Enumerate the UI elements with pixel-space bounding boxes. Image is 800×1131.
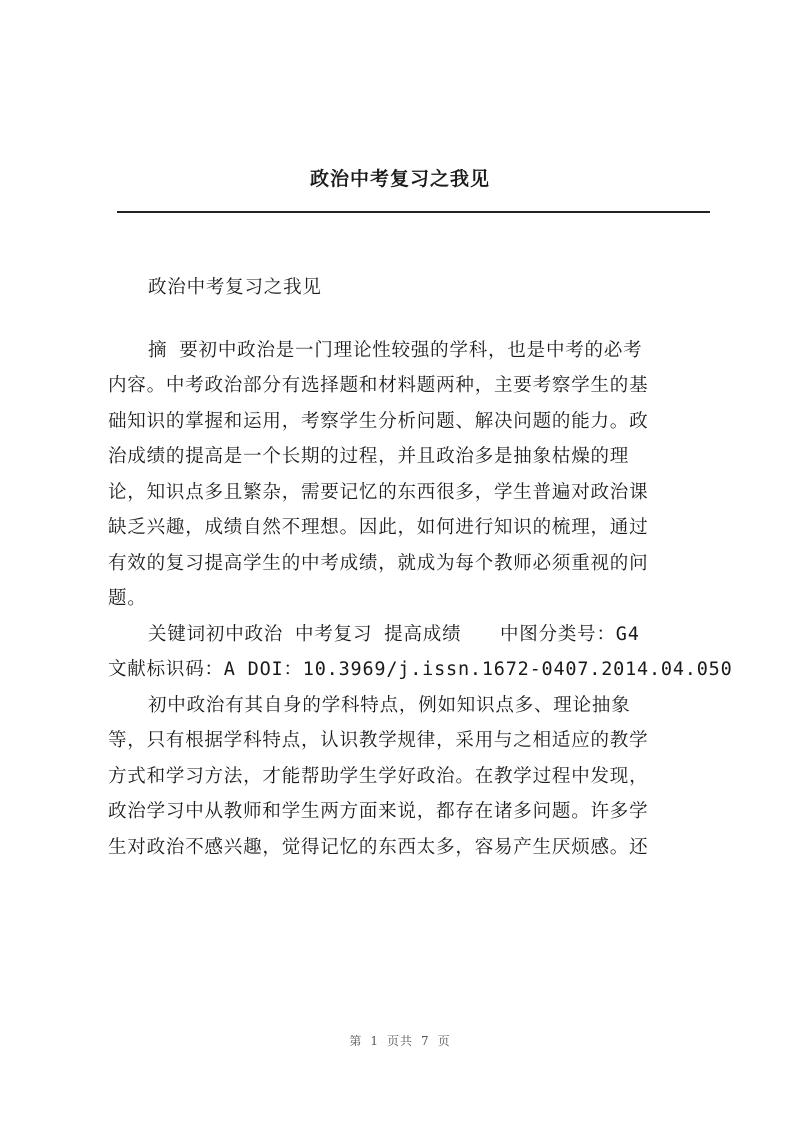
footer-ye: 页 <box>437 1034 451 1048</box>
abstract-line: 题。 <box>108 588 147 609</box>
article-title: 政治中考复习之我见 <box>148 277 322 298</box>
body-line: 初中政治有其自身的学科特点，例如知识点多、理论抽象 <box>148 694 631 716</box>
header-divider <box>117 211 710 213</box>
abstract-line: 内容。中考政治部分有选择题和材料题两种，主要考察学生的基 <box>108 375 649 396</box>
keywords-line: 关键词初中政治 中考复习 提高成绩 中图分类号：G4 <box>148 623 640 645</box>
footer-ye-gong: 页共 <box>386 1034 413 1048</box>
body-line: 等，只有根据学科特点，认识教学规律，采用与之相适应的教学 <box>108 730 649 751</box>
abstract-line: 有效的复习提高学生的中考成绩，就成为每个教师必须重视的问 <box>108 552 649 574</box>
abstract-line: 摘 要初中政治是一门理论性较强的学科，也是中考的必考 <box>148 339 643 361</box>
document-identifier-line: 文献标识码：A DOI：10.3969/j.issn.1672-0407.2014.04.050 <box>108 659 733 680</box>
body-paragraph <box>108 688 708 866</box>
page-header-title: 政治中考复习之我见 <box>309 168 490 190</box>
abstract-line: 缺乏兴趣，成绩自然不理想。因此，如何进行知识的梳理，通过 <box>108 517 649 538</box>
footer-total-pages: 7 <box>421 1034 430 1048</box>
abstract-line: 治成绩的提高是一个长期的过程，并且政治多是抽象枯燥的理 <box>108 446 630 467</box>
spacer <box>108 306 708 333</box>
body-line: 政治学习中从教师和学生两方面来说，都存在诸多问题。许多学 <box>108 801 649 822</box>
body-line: 方式和学习方法，才能帮助学生学好政治。在教学过程中发现， <box>108 765 649 787</box>
footer-page-number: 1 <box>370 1034 379 1048</box>
page-footer <box>0 1032 800 1049</box>
footer-di: 第 <box>349 1034 363 1048</box>
abstract-line: 础知识的掌握和运用，考察学生分析问题、解决问题的能力。政 <box>108 410 649 432</box>
body-line: 生对政治不感兴趣，觉得记忆的东西太多，容易产生厌烦感。还 <box>108 836 649 858</box>
abstract-paragraph <box>108 333 708 617</box>
abstract-line: 论，知识点多且繁杂，需要记忆的东西很多，学生普遍对政治课 <box>108 481 649 503</box>
document-body <box>108 270 733 865</box>
